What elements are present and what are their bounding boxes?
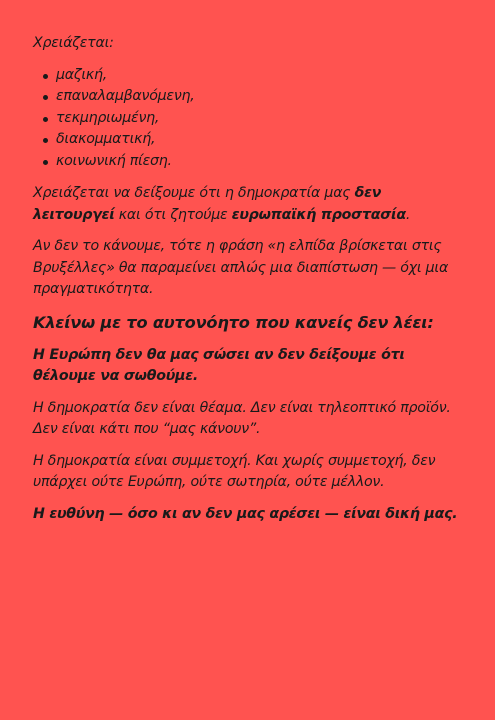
list-item: τεκμηριωμένη, xyxy=(33,108,459,130)
emphasis-not-working: δεν λειτουργεί xyxy=(33,185,382,223)
closing-heading: Κλείνω με το αυτονόητο που κανείς δεν λέει: xyxy=(33,312,434,332)
needs-list xyxy=(33,65,459,173)
paragraph-responsibility: Η ευθύνη — όσο κι αν δεν μας αρέσει — είναι δική μας. xyxy=(33,505,458,522)
list-item: διακομματική, xyxy=(33,129,459,151)
paragraph-democracy-not-working xyxy=(33,183,459,226)
paragraph-democracy-is-participation: Η δημοκρατία είναι συμμετοχή. Και χωρίς συμμετοχή, δεν υπάρχει ούτε Ευρώπη, ούτε σωτηρία, ούτε μέλλον. xyxy=(33,452,436,490)
intro-line: Χρειάζεται: xyxy=(33,35,114,51)
list-item: μαζική, xyxy=(33,65,459,87)
paragraph-democracy-not-spectacle: Η δημοκρατία δεν είναι θέαμα. Δεν είναι τηλεοπτικό προϊόν. Δεν είναι κάτι που “μας κάνουν”. xyxy=(33,399,451,437)
list-item: επαναλαμβανόμενη, xyxy=(33,86,459,108)
paragraph-brussels-hope: Αν δεν το κάνουμε, τότε η φράση «η ελπίδα βρίσκεται στις Βρυξέλλες» θα παραμείνει απλώς μια διαπίστωση — όχι μια πραγματικότητα. xyxy=(33,238,449,297)
emphasis-european-protection: ευρωπαϊκή προστασία xyxy=(231,206,406,223)
paragraph-text: . xyxy=(405,206,411,223)
list-item: κοινωνική πίεση. xyxy=(33,151,459,173)
paragraph-text: και ότι ζητούμε xyxy=(114,206,232,223)
paragraph-text: Χρειάζεται να δείξουμε ότι η δημοκρατία μας xyxy=(33,185,355,201)
paragraph-europe-wont-save-us: Η Ευρώπη δεν θα μας σώσει αν δεν δείξουμε ότι θέλουμε να σωθούμε. xyxy=(33,346,405,384)
